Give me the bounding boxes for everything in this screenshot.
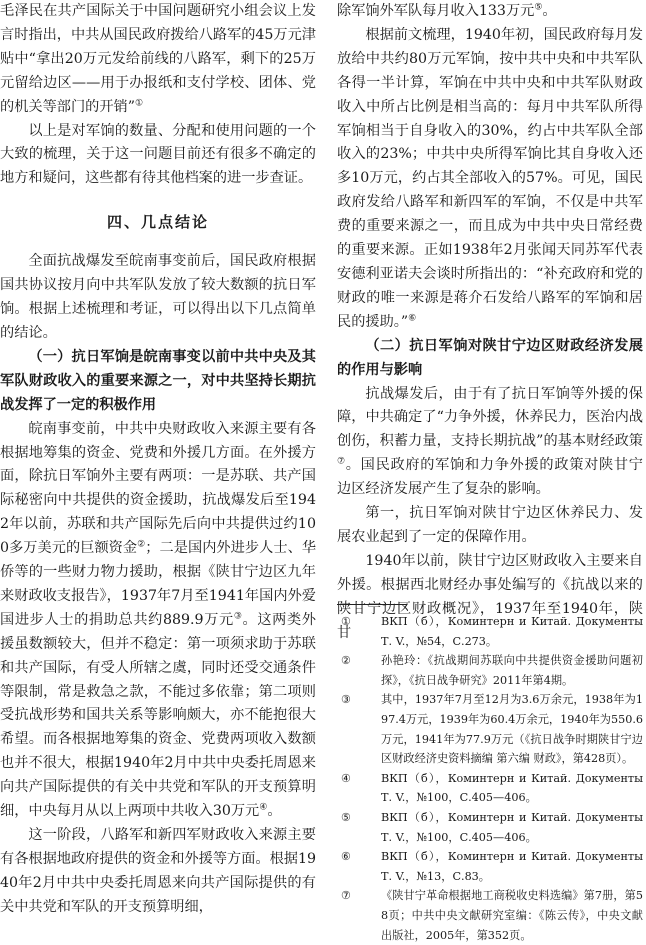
paragraph: 以上是对军饷的数量、分配和使用问题的一个大致的梳理，关于这一问题目前还有很多不确定的地方和疑问，这些都有待其他档案的进一步查证。 [0,122,316,187]
paragraph-text: 除军饷外军队每月收入133万元 [337,3,535,19]
paragraph-text: 。国民政府的军饷和力争外援的政策对陕甘宁边区经济发展产生了复杂的影响。 [337,457,643,498]
footnote-ref[interactable]: ⑤ [534,2,543,13]
footnote-mark: ② [341,654,351,668]
paragraph-text: 根据前文梳理，1940年初，国民政府每月发放给中共约80万元军饷，按中共中央和中共军队各得一半计算，军饷在中共中央和中共军队财政收入中所占比例是相当高的：每月中共军队所得军饷相当于自身收入的30%，约占中共军队全部收入的23%；中共中央所得军饷比其自身收入还多10万元，约占其全部收入的57%。可见，国民政府发给八路军和新四军的军饷，不仅是中共军费的重要来源之一，而且成为中共中央日常经费的重要来源。正如1938年2月张闻天同苏军代表安德利亚诺夫会谈时所指出的：“补充政府和党的财政的唯一来源是蒋介石发给八路军的军饷和居民的援助。” [337,26,643,330]
footnote-mark: ⑤ [341,810,351,824]
footnote [337,612,643,651]
footnote-divider [337,604,407,605]
footnote [337,886,643,945]
paragraph [337,383,643,503]
paragraph-text: 。 [542,3,557,19]
footnote-ref[interactable]: ③ [233,611,243,622]
footnote [337,847,643,886]
paragraph-text: 抗战爆发后，由于有了抗日军饷等外援的保障，中共确定了“力争外援，休养民力，医治内战创伤，积蓄力量，支持长期抗战”的基本财经政策 [337,385,643,450]
paragraph [0,418,316,824]
spacer [0,191,316,211]
subsection-heading: （二）抗日军饷对陕甘宁边区财政经济发展的作用与影响 [337,337,643,378]
paragraph-text: ；二是国内外进步人士、华侨等的一些财力物力援助，根据《陕甘宁边区九年来财政收支报告》，1937年7月至1941年国内外爱国进步人士的捐助总共约889.9万元 [0,540,317,628]
footnote [337,690,643,768]
footnote-text: ВКП（б），Коминтерн и Китай. Документы Т. V.，№13，С.83。 [381,850,643,883]
paragraph: 这一阶段，八路军和新四军财政收入来源主要有各根据地政府提供的资金和外援等方面。根据1940年2月中共中央委托周恩来向共产国际提供的有关中共党和军队的开支预算明细， [0,827,316,915]
footnote-text: 《陕甘宁革命根据地工商税收史料选编》第7册，第58页；中共中央文献研究室编：《陈云传》，中央文献出版社，2005年，第352页。 [381,889,643,942]
footnote-mark: ⑥ [341,850,351,864]
footnote-ref[interactable]: ① [134,97,144,108]
paragraph-text: 。这两类外援虽数额较大，但并不稳定：第一项须求助于苏联和共产国际，有受人所辖之虞，同时还受交通条件等限制，常是救急之款，不能过多依靠；第二项则受抗战形势和国共关系等影响颇大，亦不能抱很大希望。而各根据地筹集的资金、党费两项收入数额也并不很大，根据1940年2月中共中央委托周恩来向共产国际提供的有关中共党和军队的开支预算明细，中央每月从以上两项中共收入30万元 [0,611,316,820]
paragraph [0,0,316,120]
footnote-text: 其中，1937年7月至12月为3.6万余元，1938年为197.4万元，1939年为60.4万余元，1940年为550.6万元，1941年为77.9万元（《抗日战争时期陕甘宁边区财政经济史资料摘编 第六编 财政》，第428页）。 [381,693,643,766]
footnote [337,769,643,808]
paragraph-text: 皖南事变前，中共中央财政收入来源主要有各根据地筹集的资金、党费和外援几方面。在外援方面，除抗日军饷外主要有两项：一是苏联、共产国际秘密向中共提供的资金援助，抗战爆发后至1942年以前，苏联和共产国际先后向中共提供过约100多万美元的巨额资金 [0,420,316,557]
footnote-ref[interactable]: ② [137,539,146,550]
right-column [337,0,643,645]
section-heading: 四、几点结论 [106,213,209,232]
footnote-text: ВКП（б），Коминтерн и Китай. Документы Т. V.，№100，С.405—406。 [381,771,643,805]
paragraph: 全面抗战爆发至皖南事变前后，国民政府根据国共协议按月向中共军队发放了较大数额的抗日军饷。根据上述梳理和考证，可以得出以下几点简单的结论。 [0,253,316,341]
footnote-text: ВКП（б），Коминтерн и Китай. Документы Т. V.，№54，С.273。 [381,615,643,648]
paragraph: 1940年以前，陕甘宁边区财政收入主要来自外援。根据西北财经办事处编写的《抗战以来的陕甘宁边区财政概况》，1937年至1940年，陕甘 [337,552,643,641]
footnote-ref[interactable]: ⑦ [337,456,346,467]
paragraph [337,24,643,335]
paragraph [337,0,643,24]
footnote-mark: ① [341,615,351,628]
footnote-ref[interactable]: ④ [259,802,268,813]
subsection-heading: （一）抗日军饷是皖南事变以前中共中央及其军队财政收入的重要来源之一，对中共坚持长期抗战发挥了一定的积极作用 [0,348,316,413]
left-column [0,0,316,920]
footnotes [337,612,643,945]
footnote-text: 孙艳玲：《抗战期间苏联向中共提供资金援助问题初探》，《抗日战争研究》2011年第4期。 [381,654,643,687]
footnote [337,808,643,847]
paragraph-text: 毛泽民在共产国际关于中国问题研究小组会议上发言时指出，中共从国民政府拨给八路军的45万元津贴中“拿出20万元发给前线的八路军，剩下的25万元留给边区——用于办报纸和支付学校、团体、党的机关等部门的开销” [0,3,316,115]
footnote-mark: ⑦ [341,889,351,903]
footnote-ref[interactable]: ⑥ [408,313,417,324]
paragraph: 第一，抗日军饷对陕甘宁边区休养民力、发展农业起到了一定的保障作用。 [337,505,643,545]
footnote-mark: ③ [341,693,351,707]
spacer [0,232,316,250]
paragraph-text: 。 [267,803,282,820]
footnote-mark: ④ [341,771,351,785]
footnote [337,651,643,690]
footnote-text: ВКП（б），Коминтерн и Китай. Документы Т. V.，№100，С.405—406。 [381,810,643,844]
